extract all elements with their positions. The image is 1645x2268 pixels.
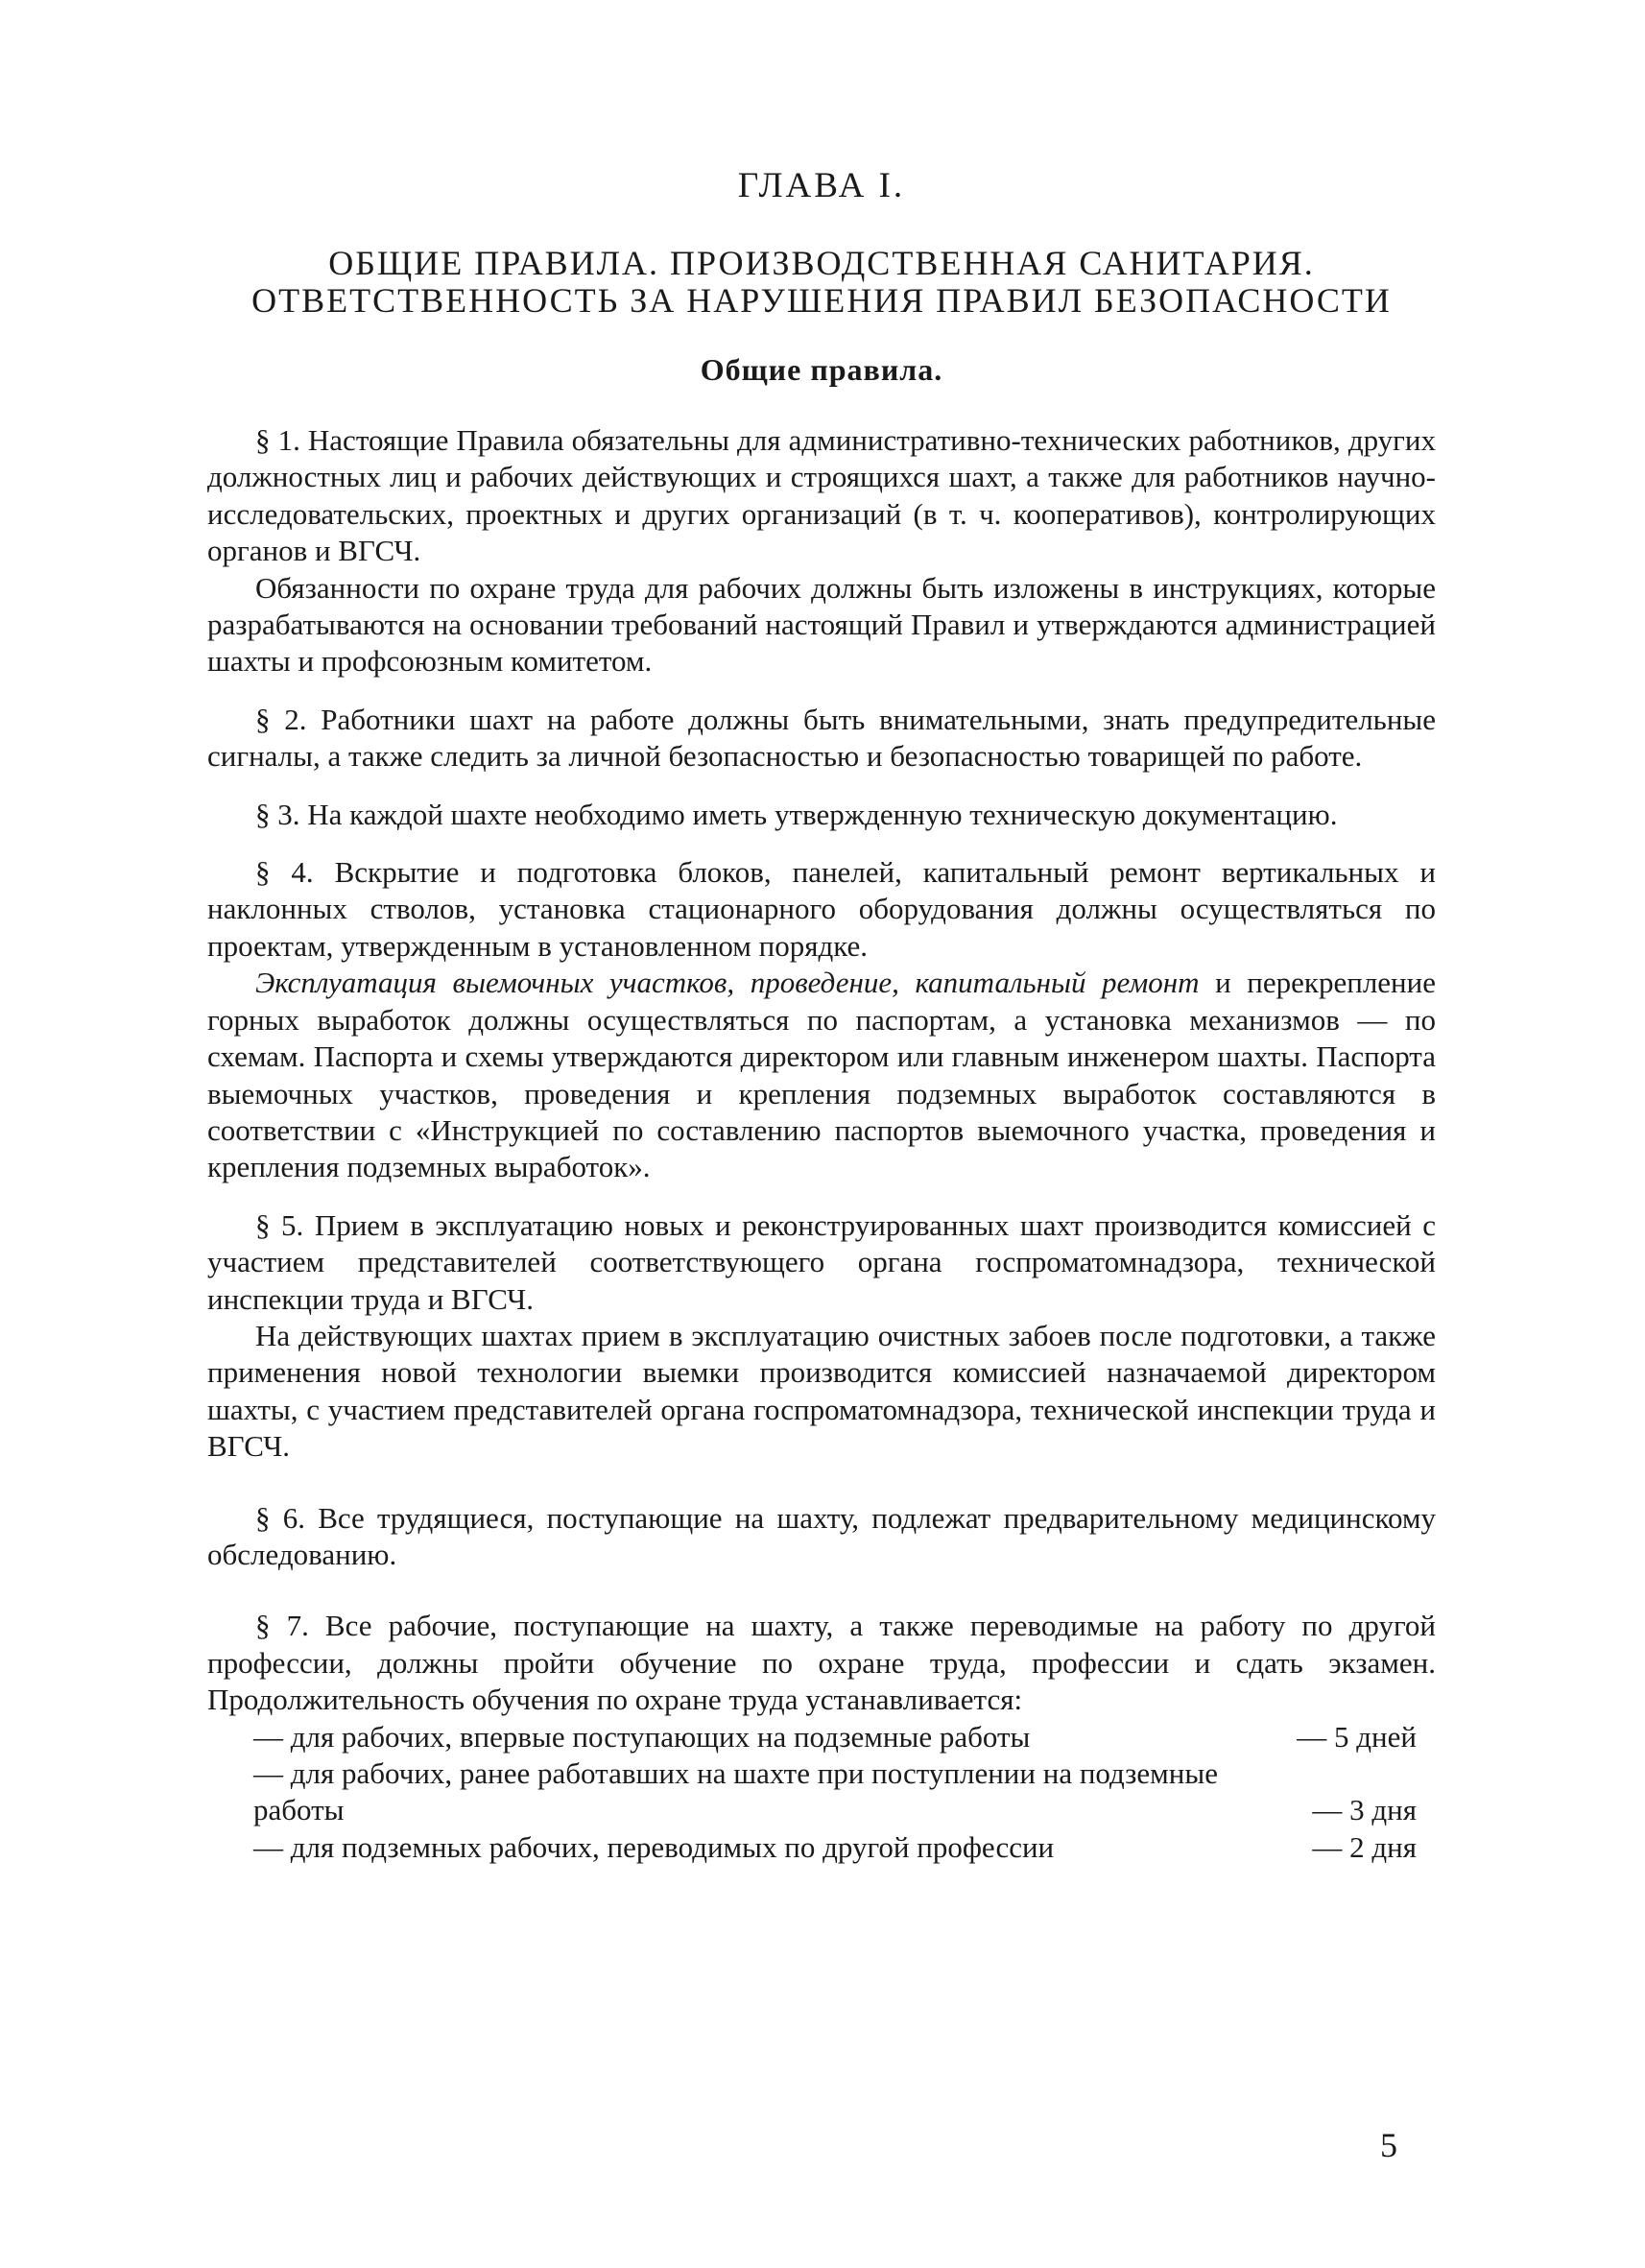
paragraph-2: § 2. Работники шахт на работе должны быть внимательными, знать предупредительные сигналы, а также следить за личной безопасностью и безопасностью товарищей по работе.: [207, 702, 1436, 774]
paragraph-1: § 1. Настоящие Правила обязательны для административно-технических работников, других должностных лиц и рабочих действующих и строящихся шахт, а также для работников научно-исследовательских, проектных и других организаций (в т. ч. кооперативов), контролирующих органов и ВГСЧ.: [207, 423, 1436, 568]
duration-value: — 2 дня: [1312, 1829, 1417, 1864]
list-item: [207, 1755, 1436, 1829]
chapter-heading-line-1: ОБЩИЕ ПРАВИЛА. ПРОИЗВОДСТВЕННАЯ САНИТАРИЯ.: [328, 244, 1315, 282]
list-item: [207, 1829, 1436, 1866]
paragraph-5: § 5. Прием в эксплуатацию новых и реконструированных шахт производится комиссией с участием представителей соответствующего органа госпроматомнадзора, технической инспекции труда и ВГСЧ.: [207, 1207, 1436, 1316]
paragraph-4: § 4. Вскрытие и подготовка блоков, панелей, капитальный ремонт вертикальных и наклонных стволов, установка стационарного оборудования должны осуществляться по проектам, утвержденным в установленном порядке.: [207, 855, 1436, 963]
paragraph-5-acceptance: На действующих шахтах прием в эксплуатацию очистных забоев после подготовки, а также применения новой технологии выемки производится комиссией назначаемой директором шахты, с участием представителей органа госпроматомнадзора, технической инспекции труда и ВГСЧ.: [207, 1318, 1436, 1464]
section-title: Общие правила.: [700, 352, 943, 387]
duration-value: — 3 дня: [1312, 1793, 1417, 1827]
paragraph-3: § 3. На каждой шахте необходимо иметь утвержденную техническую документацию.: [255, 797, 1338, 831]
document-page: [207, 144, 1436, 2188]
duration-value: — 5 дней: [1297, 1719, 1417, 1754]
paragraph-4-operation-italic: Эксплуатация выемочных участков, проведение, капитальный ремонт: [255, 966, 1200, 1000]
list-item: [207, 1719, 1436, 1755]
paragraph-7: § 7. Все рабочие, поступающие на шахту, а также переводимые на работу по другой профессии, должны пройти обучение по охране труда, профессии и сдать экзамен. Продолжительность обучения по охране труда устанавливается:: [207, 1609, 1436, 1717]
chapter-heading-line-2: ОТВЕТСТВЕННОСТЬ ЗА НАРУШЕНИЯ ПРАВИЛ БЕЗОПАСНОСТИ: [251, 281, 1392, 320]
duration-description: — для подземных рабочих, переводимых по другой профессии: [253, 1829, 1055, 1864]
page-number: 5: [1380, 2126, 1397, 2164]
paragraph-1-duties: Обязанности по охране труда для рабочих должны быть изложены в инструкциях, которые разрабатываются на основании требований настоящий Правил и утверждаются администрацией шахты и профсоюзным комитетом.: [207, 570, 1436, 679]
paragraph-6: § 6. Все трудящиеся, поступающие на шахту, подлежат предварительному медицинскому обследованию.: [207, 1500, 1436, 1571]
training-duration-list: [207, 1719, 1436, 1867]
duration-description: — для рабочих, ранее работавших на шахте при поступлении на подземные работы: [253, 1756, 1218, 1827]
paragraph-4-operation: [207, 965, 1436, 1185]
chapter-title: ГЛАВА I.: [737, 166, 906, 205]
paragraph-4-operation-rest: и перекрепление горных выработок должны осуществляться по паспортам, а установка механизмов — по схемам. Паспорта и схемы утверждаются директором или главным инженером шахты. Паспорта выемочных участков, проведения и крепления подземных выработок составляются в соответствии с «Инструкцией по составлению паспортов выемочного участка, проведения и крепления подземных выработок».: [207, 966, 1436, 1184]
duration-description: — для рабочих, впервые поступающих на подземные работы: [253, 1719, 1031, 1754]
